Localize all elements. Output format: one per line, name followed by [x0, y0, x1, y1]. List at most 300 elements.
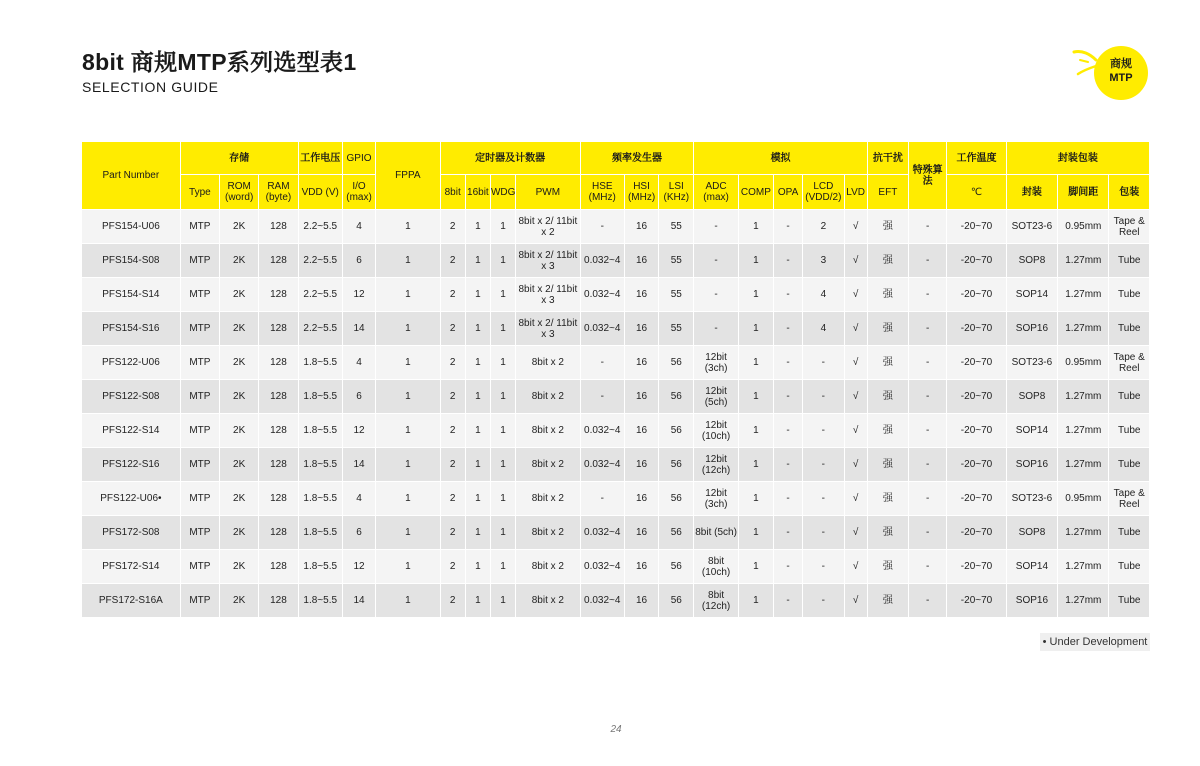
- subheader-package-type: 封装: [1007, 174, 1057, 209]
- table-cell: -: [694, 209, 737, 243]
- table-cell: 2K: [220, 549, 258, 583]
- table-cell: 12: [343, 413, 375, 447]
- table-cell: SOP8: [1007, 379, 1057, 413]
- subheader-lsi: LSI (KHz): [659, 174, 693, 209]
- table-cell: 8bit (10ch): [694, 549, 737, 583]
- table-cell: MTP: [181, 447, 219, 481]
- page-number: 24: [610, 724, 622, 735]
- header-part-number: Part Number: [82, 142, 180, 209]
- table-cell: 1.27mm: [1058, 583, 1108, 617]
- table-cell: √: [845, 413, 867, 447]
- table-cell: 1: [491, 311, 515, 345]
- header-package: 封装包装: [1007, 142, 1149, 174]
- table-cell: PFS122-S14: [82, 413, 180, 447]
- table-cell: -20~70: [947, 515, 1005, 549]
- table-cell: 56: [659, 379, 693, 413]
- table-cell: 56: [659, 413, 693, 447]
- table-cell: 强: [868, 515, 908, 549]
- subheader-adc: ADC (max): [694, 174, 737, 209]
- table-cell: -: [909, 243, 946, 277]
- table-cell: 128: [259, 345, 297, 379]
- subheader-hse: HSE (MHz): [581, 174, 624, 209]
- table-cell: 2.2~5.5: [299, 277, 342, 311]
- table-cell: 12: [343, 277, 375, 311]
- table-cell: 强: [868, 311, 908, 345]
- table-cell: 1: [466, 447, 490, 481]
- table-cell: 2K: [220, 583, 258, 617]
- table-cell: 1: [739, 447, 773, 481]
- table-cell: 强: [868, 583, 908, 617]
- table-cell: 55: [659, 277, 693, 311]
- table-cell: 1: [376, 583, 439, 617]
- table-cell: 1: [466, 311, 490, 345]
- table-cell: 16: [625, 311, 658, 345]
- table-cell: 1: [376, 447, 439, 481]
- table-cell: 强: [868, 481, 908, 515]
- table-cell: 1.8~5.5: [299, 481, 342, 515]
- table-cell: √: [845, 515, 867, 549]
- table-cell: 2: [441, 413, 465, 447]
- subheader-eft: EFT: [868, 174, 908, 209]
- table-cell: 1.8~5.5: [299, 583, 342, 617]
- table-row: [82, 209, 1149, 243]
- table-cell: 8bit (5ch): [694, 515, 737, 549]
- subheader-packing: 包装: [1109, 174, 1149, 209]
- table-cell: 1: [491, 277, 515, 311]
- table-cell: 8bit (12ch): [694, 583, 737, 617]
- table-cell: -20~70: [947, 311, 1005, 345]
- table-cell: 0.032~4: [581, 549, 624, 583]
- table-cell: 1: [466, 379, 490, 413]
- table-cell: 1: [491, 209, 515, 243]
- table-cell: 1: [739, 277, 773, 311]
- header-temperature: 工作温度: [947, 142, 1005, 174]
- table-cell: 16: [625, 277, 658, 311]
- table-cell: 2.2~5.5: [299, 243, 342, 277]
- table-cell: 128: [259, 515, 297, 549]
- table-cell: 2K: [220, 243, 258, 277]
- table-cell: MTP: [181, 243, 219, 277]
- table-cell: 2: [441, 515, 465, 549]
- table-cell: PFS122-U06: [82, 345, 180, 379]
- table-cell: 1: [376, 549, 439, 583]
- header-special: 特殊算法: [909, 142, 946, 209]
- table-cell: 1: [739, 413, 773, 447]
- table-cell: 6: [343, 515, 375, 549]
- table-cell: 1: [739, 311, 773, 345]
- table-cell: √: [845, 549, 867, 583]
- table-cell: -: [581, 481, 624, 515]
- table-cell: 0.032~4: [581, 277, 624, 311]
- table-cell: -: [774, 345, 802, 379]
- table-row: [82, 413, 1149, 447]
- table-cell: 1.27mm: [1058, 549, 1108, 583]
- subheader-pwm: PWM: [516, 174, 579, 209]
- table-cell: 2: [441, 481, 465, 515]
- table-cell: PFS172-S14: [82, 549, 180, 583]
- header-analog: 模拟: [694, 142, 866, 174]
- table-cell: √: [845, 481, 867, 515]
- table-cell: -: [774, 447, 802, 481]
- table-cell: 1: [466, 209, 490, 243]
- table-cell: 8bit x 2: [516, 515, 579, 549]
- table-cell: 2K: [220, 481, 258, 515]
- table-cell: 1.8~5.5: [299, 379, 342, 413]
- table-cell: Tube: [1109, 413, 1149, 447]
- table-cell: 2: [441, 583, 465, 617]
- table-cell: -: [909, 311, 946, 345]
- table-cell: -: [581, 209, 624, 243]
- table-cell: MTP: [181, 549, 219, 583]
- table-cell: SOT23-6: [1007, 481, 1057, 515]
- table-cell: 1.8~5.5: [299, 549, 342, 583]
- table-cell: MTP: [181, 413, 219, 447]
- table-cell: -20~70: [947, 277, 1005, 311]
- table-cell: MTP: [181, 515, 219, 549]
- table-cell: 0.032~4: [581, 515, 624, 549]
- table-cell: SOP16: [1007, 311, 1057, 345]
- table-cell: -: [909, 447, 946, 481]
- table-cell: 1: [491, 243, 515, 277]
- table-cell: 1: [739, 549, 773, 583]
- table-cell: 1: [491, 345, 515, 379]
- table-cell: 2K: [220, 379, 258, 413]
- table-cell: 6: [343, 379, 375, 413]
- table-cell: 12bit (12ch): [694, 447, 737, 481]
- table-cell: Tube: [1109, 549, 1149, 583]
- table-cell: 8bit x 2: [516, 549, 579, 583]
- table-cell: -: [581, 345, 624, 379]
- table-body: [82, 209, 1149, 617]
- subheader-celsius: ℃: [947, 174, 1005, 209]
- table-cell: 0.032~4: [581, 413, 624, 447]
- table-cell: SOP16: [1007, 583, 1057, 617]
- table-cell: 强: [868, 549, 908, 583]
- table-cell: 1: [491, 481, 515, 515]
- table-cell: 1.27mm: [1058, 413, 1108, 447]
- table-cell: 16: [625, 345, 658, 379]
- subheader-ram: RAM (byte): [259, 174, 297, 209]
- table-cell: 0.032~4: [581, 243, 624, 277]
- table-cell: SOP14: [1007, 277, 1057, 311]
- table-cell: PFS122-S08: [82, 379, 180, 413]
- table-cell: 2.2~5.5: [299, 209, 342, 243]
- table-cell: -: [803, 549, 843, 583]
- table-cell: -: [694, 243, 737, 277]
- table-cell: 55: [659, 311, 693, 345]
- table-cell: 4: [343, 481, 375, 515]
- table-cell: 4: [803, 277, 843, 311]
- table-cell: SOP8: [1007, 515, 1057, 549]
- table-cell: -: [909, 345, 946, 379]
- table-cell: 128: [259, 481, 297, 515]
- table-cell: 1: [491, 515, 515, 549]
- table-cell: 2: [803, 209, 843, 243]
- table-cell: -: [803, 447, 843, 481]
- table-cell: 128: [259, 447, 297, 481]
- table-cell: SOT23-6: [1007, 345, 1057, 379]
- table-cell: 1: [466, 345, 490, 379]
- table-cell: 8bit x 2/ 11bit x 3: [516, 243, 579, 277]
- header-emc: 抗干扰: [868, 142, 908, 174]
- table-cell: -: [694, 277, 737, 311]
- table-cell: MTP: [181, 481, 219, 515]
- table-cell: 128: [259, 277, 297, 311]
- table-cell: -20~70: [947, 345, 1005, 379]
- table-cell: 8bit x 2/ 11bit x 3: [516, 311, 579, 345]
- table-cell: 16: [625, 379, 658, 413]
- table-cell: 1: [739, 379, 773, 413]
- table-cell: 1.27mm: [1058, 277, 1108, 311]
- table-cell: 强: [868, 345, 908, 379]
- table-row: [82, 345, 1149, 379]
- subheader-comp: COMP: [739, 174, 773, 209]
- table-cell: PFS154-U06: [82, 209, 180, 243]
- table-cell: 2.2~5.5: [299, 311, 342, 345]
- page-subtitle: SELECTION GUIDE: [82, 79, 219, 95]
- table-cell: -: [774, 515, 802, 549]
- table-cell: -20~70: [947, 549, 1005, 583]
- table-cell: √: [845, 345, 867, 379]
- table-header-row-1: [82, 142, 1149, 174]
- table-cell: 16: [625, 447, 658, 481]
- table-cell: 2: [441, 311, 465, 345]
- table-cell: -20~70: [947, 209, 1005, 243]
- table-cell: Tube: [1109, 277, 1149, 311]
- table-cell: 2K: [220, 277, 258, 311]
- table-row: [82, 379, 1149, 413]
- table-cell: -20~70: [947, 413, 1005, 447]
- table-cell: MTP: [181, 277, 219, 311]
- table-cell: 1: [376, 277, 439, 311]
- table-cell: 12bit (3ch): [694, 481, 737, 515]
- table-cell: 1: [376, 209, 439, 243]
- table-cell: 1: [376, 413, 439, 447]
- subheader-hsi: HSI (MHz): [625, 174, 658, 209]
- table-cell: 4: [803, 311, 843, 345]
- table-cell: Tape & Reel: [1109, 481, 1149, 515]
- table-cell: 2K: [220, 515, 258, 549]
- footnote: • Under Development: [1040, 633, 1150, 651]
- table-cell: 8bit x 2: [516, 379, 579, 413]
- table-cell: 1: [491, 379, 515, 413]
- table-cell: 8bit x 2: [516, 413, 579, 447]
- table-cell: 0.032~4: [581, 311, 624, 345]
- table-cell: 2K: [220, 447, 258, 481]
- table-cell: 1: [739, 209, 773, 243]
- table-cell: Tape & Reel: [1109, 345, 1149, 379]
- table-cell: 4: [343, 345, 375, 379]
- table-cell: SOP16: [1007, 447, 1057, 481]
- table-cell: 1.8~5.5: [299, 447, 342, 481]
- table-cell: -: [774, 481, 802, 515]
- table-cell: PFS154-S16: [82, 311, 180, 345]
- subheader-rom: ROM (word): [220, 174, 258, 209]
- table-cell: 1: [466, 481, 490, 515]
- table-cell: 1: [491, 549, 515, 583]
- table-cell: 55: [659, 243, 693, 277]
- table-cell: 强: [868, 447, 908, 481]
- table-cell: 56: [659, 549, 693, 583]
- table-cell: 14: [343, 583, 375, 617]
- table-cell: PFS154-S08: [82, 243, 180, 277]
- header-fppa: FPPA: [376, 142, 439, 209]
- table-cell: 2K: [220, 209, 258, 243]
- table-cell: 128: [259, 311, 297, 345]
- header-timers: 定时器及计数器: [441, 142, 580, 174]
- subheader-opa: OPA: [774, 174, 802, 209]
- table-cell: 56: [659, 481, 693, 515]
- table-cell: 128: [259, 583, 297, 617]
- table-cell: 1: [466, 277, 490, 311]
- table-cell: Tube: [1109, 583, 1149, 617]
- table-row: [82, 243, 1149, 277]
- table-cell: SOP14: [1007, 413, 1057, 447]
- table-cell: 14: [343, 447, 375, 481]
- table-cell: -: [909, 277, 946, 311]
- table-cell: 2: [441, 243, 465, 277]
- table-cell: 1: [376, 379, 439, 413]
- subheader-type: Type: [181, 174, 219, 209]
- table-cell: -: [909, 549, 946, 583]
- table-cell: -: [774, 209, 802, 243]
- subheader-vdd: VDD (V): [299, 174, 342, 209]
- table-cell: -20~70: [947, 583, 1005, 617]
- table-cell: -: [803, 481, 843, 515]
- table-cell: -: [581, 379, 624, 413]
- table-cell: -: [909, 413, 946, 447]
- table-cell: 2: [441, 379, 465, 413]
- table-cell: 0.95mm: [1058, 209, 1108, 243]
- table-cell: 128: [259, 243, 297, 277]
- table-cell: 8bit x 2: [516, 447, 579, 481]
- table-cell: 强: [868, 243, 908, 277]
- selection-guide-table: [81, 142, 1150, 617]
- table-cell: 0.95mm: [1058, 345, 1108, 379]
- table-cell: PFS154-S14: [82, 277, 180, 311]
- table-cell: Tube: [1109, 447, 1149, 481]
- table-cell: 1: [491, 583, 515, 617]
- table-cell: 2: [441, 277, 465, 311]
- table-cell: 14: [343, 311, 375, 345]
- brand-logo: [1072, 44, 1156, 102]
- table-row: [82, 583, 1149, 617]
- table-cell: MTP: [181, 209, 219, 243]
- table-cell: 16: [625, 243, 658, 277]
- table-cell: 16: [625, 549, 658, 583]
- table-cell: 1: [491, 447, 515, 481]
- table-cell: 6: [343, 243, 375, 277]
- table-cell: 2: [441, 549, 465, 583]
- table-cell: SOP8: [1007, 243, 1057, 277]
- table-row: [82, 447, 1149, 481]
- table-cell: MTP: [181, 583, 219, 617]
- table-cell: PFS172-S16A: [82, 583, 180, 617]
- table-cell: 2: [441, 447, 465, 481]
- table-cell: -: [909, 209, 946, 243]
- table-cell: √: [845, 209, 867, 243]
- table-cell: 1: [466, 583, 490, 617]
- table-cell: -: [774, 277, 802, 311]
- table-cell: -: [774, 549, 802, 583]
- table-cell: 1.8~5.5: [299, 345, 342, 379]
- table-cell: 128: [259, 549, 297, 583]
- table-cell: MTP: [181, 345, 219, 379]
- table-cell: 1: [466, 549, 490, 583]
- subheader-lcd: LCD (VDD/2): [803, 174, 843, 209]
- table-cell: √: [845, 379, 867, 413]
- table-cell: 1.27mm: [1058, 515, 1108, 549]
- table-cell: 1.27mm: [1058, 243, 1108, 277]
- table-cell: -20~70: [947, 243, 1005, 277]
- table-cell: 2K: [220, 413, 258, 447]
- table-cell: 56: [659, 515, 693, 549]
- table-cell: √: [845, 311, 867, 345]
- header-memory: 存储: [181, 142, 298, 174]
- table-cell: 8bit x 2/ 11bit x 3: [516, 277, 579, 311]
- table-cell: √: [845, 277, 867, 311]
- table-cell: 128: [259, 413, 297, 447]
- table-cell: 12bit (10ch): [694, 413, 737, 447]
- table-cell: 8bit x 2/ 11bit x 2: [516, 209, 579, 243]
- table-cell: √: [845, 243, 867, 277]
- table-cell: -: [774, 243, 802, 277]
- table-cell: 2: [441, 209, 465, 243]
- table-cell: 1: [466, 413, 490, 447]
- header-gpio: GPIO: [343, 142, 375, 174]
- table-cell: -: [909, 379, 946, 413]
- table-cell: √: [845, 447, 867, 481]
- table-cell: Tube: [1109, 311, 1149, 345]
- table-cell: MTP: [181, 311, 219, 345]
- table-cell: Tape & Reel: [1109, 209, 1149, 243]
- table-cell: -: [909, 515, 946, 549]
- table-cell: PFS122-U06•: [82, 481, 180, 515]
- table-cell: PFS172-S08: [82, 515, 180, 549]
- page-title: 8bit 商规MTP系列选型表1: [82, 49, 357, 75]
- table-cell: 16: [625, 515, 658, 549]
- table-row: [82, 277, 1149, 311]
- header-voltage: 工作电压: [299, 142, 342, 174]
- table-cell: SOP14: [1007, 549, 1057, 583]
- table-cell: Tube: [1109, 515, 1149, 549]
- subheader-pin-pitch: 脚间距: [1058, 174, 1108, 209]
- table-cell: 强: [868, 379, 908, 413]
- table-cell: 0.95mm: [1058, 481, 1108, 515]
- table-cell: 0.032~4: [581, 447, 624, 481]
- table-row: [82, 549, 1149, 583]
- table-cell: -20~70: [947, 379, 1005, 413]
- table-cell: 强: [868, 277, 908, 311]
- table-cell: -20~70: [947, 447, 1005, 481]
- table-cell: -: [803, 515, 843, 549]
- table-cell: 1.8~5.5: [299, 413, 342, 447]
- logo-line1: 商规: [1110, 58, 1132, 70]
- table-cell: 8bit x 2: [516, 583, 579, 617]
- table-cell: 1.27mm: [1058, 311, 1108, 345]
- subheader-16bit: 16bit: [466, 174, 490, 209]
- table-cell: 2K: [220, 345, 258, 379]
- logo-line2: MTP: [1109, 72, 1133, 84]
- table-cell: 1.27mm: [1058, 379, 1108, 413]
- table-row: [82, 311, 1149, 345]
- subheader-wdg: WDG: [491, 174, 515, 209]
- table-cell: 56: [659, 345, 693, 379]
- table-cell: 12: [343, 549, 375, 583]
- table-cell: 1: [739, 481, 773, 515]
- table-cell: 1: [376, 345, 439, 379]
- table-cell: -: [803, 583, 843, 617]
